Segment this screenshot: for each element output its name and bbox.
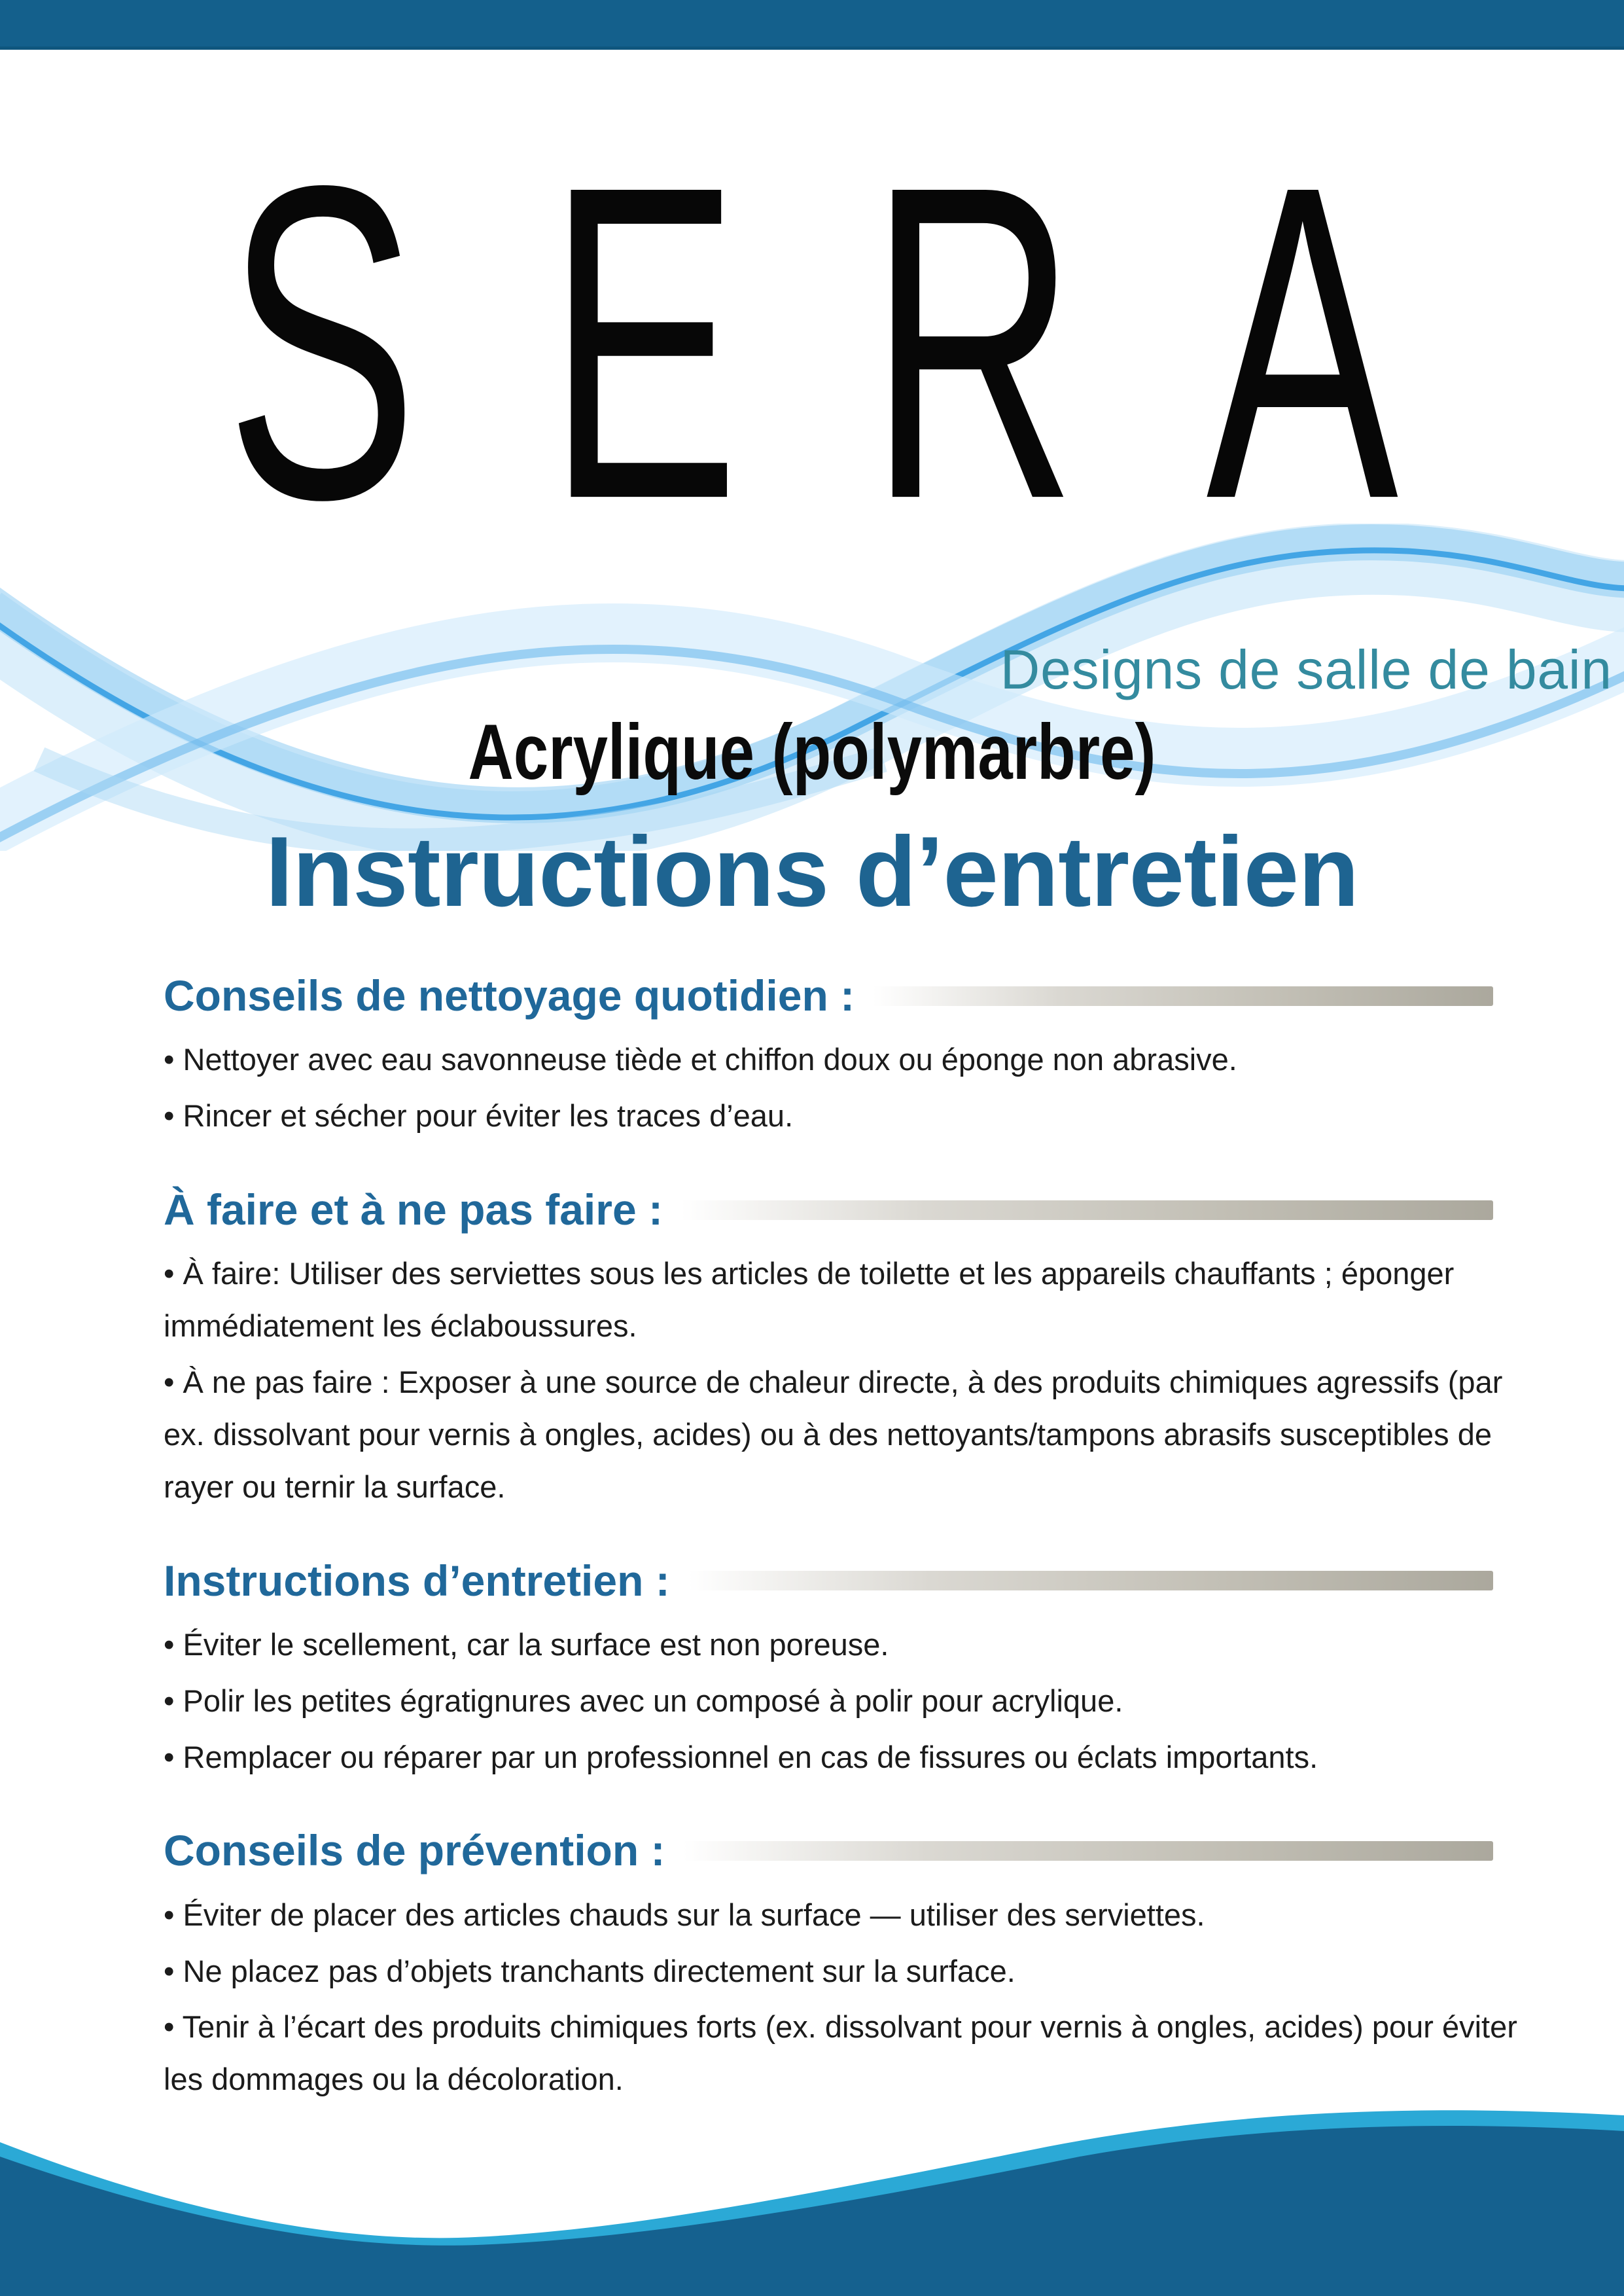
list-item: • Éviter de placer des articles chauds sur la surface — utiliser des serviettes. — [164, 1897, 1205, 1932]
section-heading-row — [164, 1825, 1532, 1876]
list-item: • Rincer et sécher pour éviter les traces d’eau. — [164, 1098, 794, 1134]
care-instructions-content — [164, 970, 1532, 2109]
page-title: Instructions d’entretien — [265, 816, 1359, 927]
brand-logo: SERA — [225, 94, 1528, 592]
list-item: • À ne pas faire : Exposer à une source de chaleur directe, à des produits chimiques agressifs (par ex. dissolvant pour vernis à ongles, acides) ou à des nettoyants/tampons abrasifs susceptibles de rayer ou ternir la surface. — [164, 1364, 1503, 1504]
heading-underline-bar — [681, 1200, 1493, 1220]
footer-wave-graphic — [0, 2093, 1624, 2296]
list-item: • Remplacer ou réparer par un professionnel en cas de fissures ou éclats importants. — [164, 1739, 1318, 1774]
list-item: • Nettoyer avec eau savonneuse tiède et chiffon doux ou éponge non abrasive. — [164, 1042, 1237, 1077]
heading-underline-bar — [683, 1841, 1493, 1861]
section-heading-row — [164, 1555, 1532, 1607]
section-dos-donts — [164, 1184, 1532, 1513]
section-heading: Conseils de nettoyage quotidien : — [164, 971, 855, 1020]
list-item: • Éviter le scellement, car la surface est non poreuse. — [164, 1626, 889, 1662]
brand-tagline: Designs de salle de bain — [1000, 639, 1612, 700]
section-daily-cleaning — [164, 970, 1532, 1142]
section-maintenance — [164, 1555, 1532, 1784]
section-prevention — [164, 1825, 1532, 2106]
list-item: • Ne placez pas d’objets tranchants directement sur la surface. — [164, 1953, 1015, 1988]
section-heading-row — [164, 970, 1532, 1022]
top-accent-bar — [0, 0, 1624, 50]
bullet-list — [164, 1033, 1532, 1142]
bullet-list — [164, 1889, 1532, 2106]
section-heading: À faire et à ne pas faire : — [164, 1185, 663, 1234]
list-item: • À faire: Utiliser des serviettes sous les articles de toilette et les appareils chauffants ; éponger immédiatement les éclaboussures. — [164, 1256, 1455, 1344]
material-subtitle: Acrylique (polymarbre) — [468, 708, 1156, 796]
heading-underline-bar — [688, 1571, 1493, 1590]
section-heading: Conseils de prévention : — [164, 1826, 665, 1875]
heading-underline-bar — [873, 986, 1493, 1006]
section-heading: Instructions d’entretien : — [164, 1556, 670, 1605]
bullet-list — [164, 1247, 1532, 1513]
bullet-list — [164, 1619, 1532, 1784]
list-item: • Polir les petites égratignures avec un composé à polir pour acrylique. — [164, 1683, 1123, 1718]
section-heading-row — [164, 1184, 1532, 1236]
list-item: • Tenir à l’écart des produits chimiques forts (ex. dissolvant pour vernis à ongles, acides) pour éviter les dommages ou la décoloration. — [164, 2009, 1517, 2097]
